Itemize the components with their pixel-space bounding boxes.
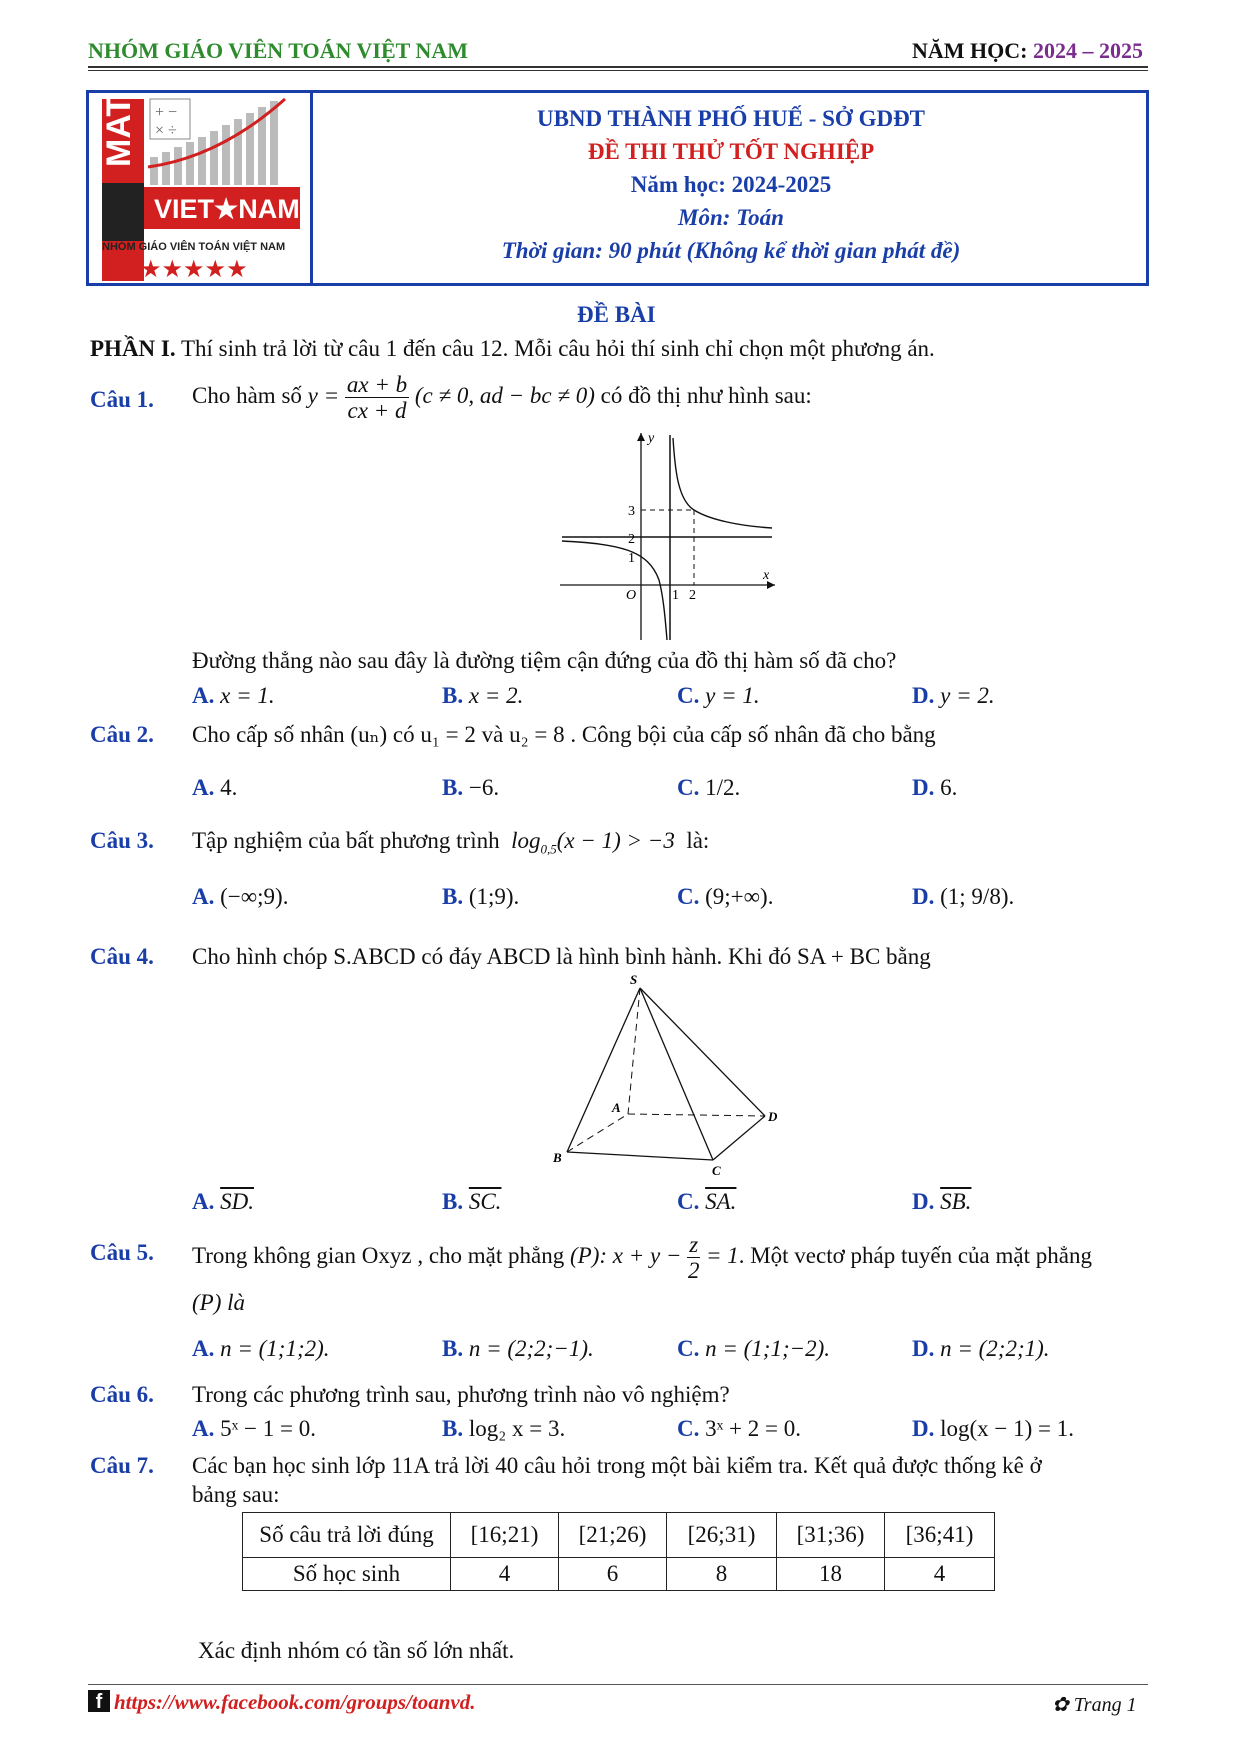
q7-stem-cont: bảng sau:	[192, 1482, 280, 1507]
part1-instruction: PHẦN I. Thí sinh trả lời từ câu 1 đến câu 12. Mỗi câu hỏi thí sinh chỉ chọn một phương án.	[90, 336, 935, 361]
point-d: D	[768, 1109, 778, 1124]
table-cell: [26;31)	[667, 1513, 777, 1558]
q3-stem: Tập nghiệm của bất phương trình $\log_{0,5}(x - 1) > -3$ là:	[192, 828, 710, 857]
q7-stem: Các bạn học sinh lớp 11A trả lời 40 câu hỏi trong một bài kiểm tra. Kết quả được thống kê ở	[192, 1453, 1042, 1478]
facebook-icon: f	[88, 1690, 110, 1712]
logo-stars: ★★★★★	[140, 257, 248, 282]
header-rule-thin	[88, 70, 1148, 71]
point-a: A	[612, 1100, 621, 1115]
q3-option-c[interactable]: C. (9;+∞).	[677, 884, 774, 909]
q2-option-d[interactable]: D. 6.	[912, 775, 958, 800]
q3-option-a[interactable]: A. (−∞;9).	[192, 884, 289, 909]
q1-function-graph	[560, 430, 780, 650]
logo-caption: NHÓM GIÁO VIÊN TOÁN VIỆT NAM	[102, 241, 286, 253]
q1-option-c[interactable]: C. y = 1.	[677, 683, 760, 708]
q1-option-a[interactable]: A. x = 1.	[192, 683, 275, 708]
footer-link[interactable]: https://www.facebook.com/groups/toanvd.	[114, 1690, 476, 1714]
q7-label: Câu 7.	[90, 1453, 154, 1478]
q5-option-d[interactable]: D. n = (2;2;1).	[912, 1336, 1050, 1361]
svg-text:1: 1	[672, 588, 679, 603]
header-rule	[88, 66, 1148, 68]
q4-option-b[interactable]: B. SC.	[442, 1189, 502, 1214]
table-cell: 8	[667, 1558, 777, 1591]
q6-label: Câu 6.	[90, 1382, 154, 1407]
svg-text:× ÷: × ÷	[155, 122, 177, 139]
q1-formula: y = $\frac{ax + b}{cx + d}$ (c ≠ 0, ad − bc ≠ 0)	[307, 372, 595, 424]
title-exam-name: ĐỀ THI THỬ TỐT NGHIỆP	[587, 139, 875, 164]
q4-label: Câu 4.	[90, 944, 154, 969]
table-cell: [31;36)	[777, 1513, 885, 1558]
title-subject: Môn: Toán	[678, 205, 784, 230]
logo-vietnam-text: VIET★NAM	[154, 194, 300, 224]
q5-label: Câu 5.	[90, 1240, 154, 1265]
q1-option-b[interactable]: B. x = 2.	[442, 683, 524, 708]
math-vietnam-logo	[100, 97, 300, 282]
logo-math-text: MATH	[100, 97, 138, 167]
q4-option-d[interactable]: D. SB.	[912, 1189, 972, 1214]
q2-label: Câu 2.	[90, 722, 154, 747]
svg-text:2: 2	[689, 588, 696, 603]
table-cell: [21;26)	[559, 1513, 667, 1558]
table-row	[243, 1558, 995, 1591]
header-group-name: NHÓM GIÁO VIÊN TOÁN VIỆT NAM	[88, 38, 468, 63]
q5-option-c[interactable]: C. n = (1;1;−2).	[677, 1336, 831, 1361]
title-department: UBND THÀNH PHỐ HUẾ - SỞ GDĐT	[536, 106, 926, 131]
q6-option-b[interactable]: B. log₂ x = 3.	[442, 1416, 566, 1441]
q2-option-b[interactable]: B. −6.	[442, 775, 500, 800]
q5-stem: Trong không gian Oxyz , cho mặt phẳng (P): x + y − $\frac{z}{2}$ = 1. Một vectơ pháp tuyến của mặt phẳng	[192, 1232, 1092, 1284]
q4-pyramid-figure	[550, 970, 800, 1180]
header-year: NĂM HỌC: 2024 – 2025	[912, 38, 1143, 63]
table-cell: 4	[451, 1558, 559, 1591]
point-s: S	[630, 972, 638, 987]
footer-rule	[88, 1684, 1148, 1685]
table-cell: 6	[559, 1558, 667, 1591]
q4-option-a[interactable]: A. SD.	[192, 1189, 254, 1214]
q3-option-d[interactable]: D. (1; 9/8).	[912, 884, 1015, 909]
table-cell: [36;41)	[885, 1513, 995, 1558]
table-header-cell: Số học sinh	[243, 1558, 451, 1591]
q2-stem: Cho cấp số nhân (uₙ) có u₁ = 2 và u₂ = 8 . Công bội của cấp số nhân đã cho bằng	[192, 722, 936, 747]
q2-option-a[interactable]: A. 4.	[192, 775, 238, 800]
q1-stem: Cho hàm số y = $\frac{ax + b}{cx + d}$ (c ≠ 0, ad − bc ≠ 0) có đồ thị như hình sau:	[192, 372, 812, 424]
table-cell: [16;21)	[451, 1513, 559, 1558]
graph-x-label: x	[763, 568, 770, 583]
q4-option-c[interactable]: C. SA.	[677, 1189, 737, 1214]
svg-text:3: 3	[628, 504, 635, 519]
q4-stem: Cho hình chóp S.ABCD có đáy ABCD là hình bình hành. Khi đó SA + BC bằng	[192, 944, 931, 969]
q3-option-b[interactable]: B. (1;9).	[442, 884, 520, 909]
table-cell: 18	[777, 1558, 885, 1591]
q6-option-a[interactable]: A. 5ˣ − 1 = 0.	[192, 1416, 316, 1441]
graph-origin: O	[626, 588, 637, 603]
title-duration: Thời gian: 90 phút (Không kể thời gian phát đề)	[501, 238, 961, 263]
q6-option-c[interactable]: C. 3ˣ + 2 = 0.	[677, 1416, 801, 1441]
q7-question: Xác định nhóm có tần số lớn nhất.	[198, 1638, 515, 1663]
svg-text:+ −: + −	[155, 104, 178, 121]
table-header-cell: Số câu trả lời đúng	[243, 1513, 451, 1558]
point-b: B	[553, 1150, 562, 1165]
point-c: C	[712, 1163, 721, 1175]
table-row	[243, 1513, 995, 1558]
svg-text:2: 2	[628, 532, 635, 547]
q5-option-a[interactable]: A. n = (1;1;2).	[192, 1336, 330, 1361]
footer-page-number: ✿ Trang 1	[1052, 1694, 1137, 1716]
q6-option-d[interactable]: D. log(x − 1) = 1.	[912, 1416, 1075, 1441]
q3-inequality: $\log_{0,5}(x - 1) > -3$	[505, 828, 681, 857]
q1-label: Câu 1.	[90, 387, 154, 412]
flower-icon: ✿	[1052, 1694, 1069, 1716]
q6-stem: Trong các phương trình sau, phương trình nào vô nghiệm?	[192, 1382, 730, 1407]
section-heading: ĐỀ BÀI	[577, 302, 656, 327]
graph-y-label: y	[648, 431, 655, 446]
q5-stem-cont: (P) là	[192, 1290, 246, 1315]
table-cell: 4	[885, 1558, 995, 1591]
q5-option-b[interactable]: B. n = (2;2;−1).	[442, 1336, 594, 1361]
q3-label: Câu 3.	[90, 828, 154, 853]
q2-option-c[interactable]: C. 1/2.	[677, 775, 741, 800]
frequency-table	[242, 1512, 995, 1591]
title-school-year: Năm học: 2024-2025	[630, 172, 832, 197]
q1-question: Đường thẳng nào sau đây là đường tiệm cận đứng của đồ thị hàm số đã cho?	[192, 648, 897, 673]
svg-text:1: 1	[628, 551, 635, 566]
q5-plane-equation: (P): x + y − $\frac{z}{2}$ = 1	[569, 1232, 739, 1284]
q1-option-d[interactable]: D. y = 2.	[912, 683, 995, 708]
